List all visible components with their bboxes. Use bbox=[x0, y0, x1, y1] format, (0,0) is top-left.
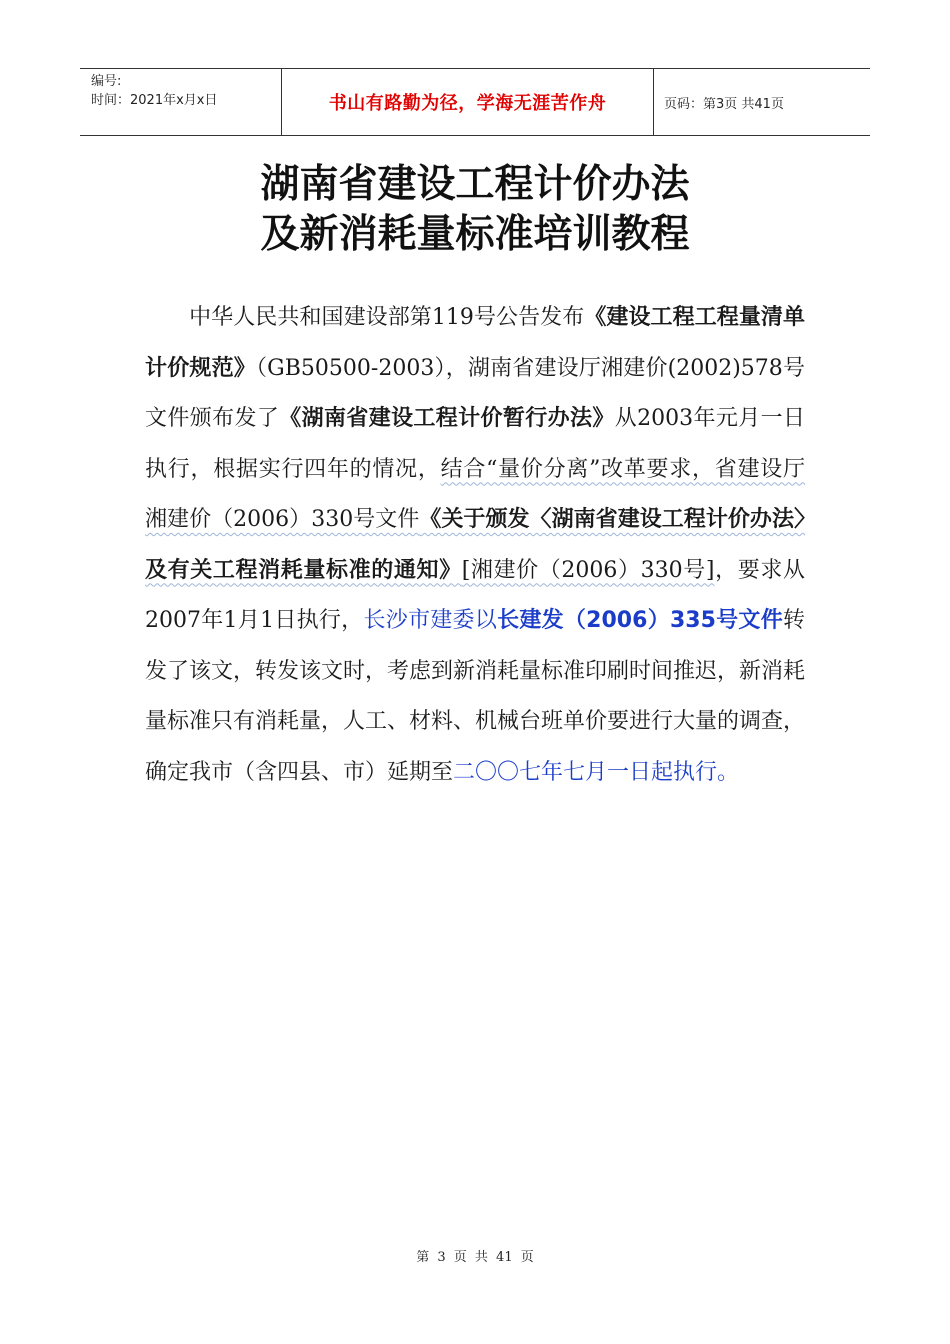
body-segment: 转发了该文，转发该文时，考虑到新消耗量标准印刷时间推迟，新消耗量标准只有消耗量，人工、材料、机械台班单价要进行大量的调查，确定我市（含四县、市）延期至 bbox=[145, 608, 806, 785]
title-line-1: 湖南省建设工程计价办法 bbox=[260, 162, 690, 207]
header-page-cell bbox=[654, 69, 870, 135]
body-segment: （GB50500-2003），湖南省建设厅湘建价(2002)578号文件颁布发了 bbox=[145, 355, 805, 431]
book-title: 《湖南省建设工程计价暂行办法》 bbox=[279, 406, 615, 431]
highlighted-document-ref: 长建发（2006）335号文件 bbox=[497, 608, 783, 633]
document-header bbox=[80, 68, 870, 136]
body-paragraph bbox=[145, 293, 805, 798]
page-label: 页码：第3页 共41页 bbox=[664, 96, 784, 112]
highlighted-text: 长沙市建委以 bbox=[363, 608, 498, 633]
title-line-2: 及新消耗量标准培训教程 bbox=[260, 212, 690, 257]
header-motto-cell bbox=[281, 69, 654, 135]
body-segment: 结合“量价分离”改革要求，省建设厅湘建价（2006）330号文件 bbox=[145, 456, 805, 532]
body-segment: [湘建价（2006）330号] bbox=[461, 557, 715, 583]
body-segment: 中华人民共和国建设部第119号公告发布 bbox=[189, 305, 585, 330]
page-footer: 第 3 页 共 41 页 bbox=[416, 1250, 534, 1265]
book-title: 《关于颁发〈湖南省建设工程计价办法〉及有关工程消耗量标准的通知》 bbox=[145, 507, 805, 583]
highlighted-date: 二〇〇七年七月一日起执行。 bbox=[453, 759, 740, 785]
body-segment: ，要求从2007年1月1日执行， bbox=[145, 557, 805, 633]
body-segment: 从2003年元月一日执行，根据实行四年的情况， bbox=[145, 406, 805, 482]
motto-text: 书山有路勤为径，学海无涯苦作舟 bbox=[328, 93, 607, 114]
time-label: 时间：2021年x月x日 bbox=[91, 93, 218, 108]
book-title: 《建设工程工程量清单计价规范》 bbox=[145, 305, 805, 381]
header-meta bbox=[80, 69, 281, 135]
number-label: 编号: bbox=[91, 74, 122, 89]
